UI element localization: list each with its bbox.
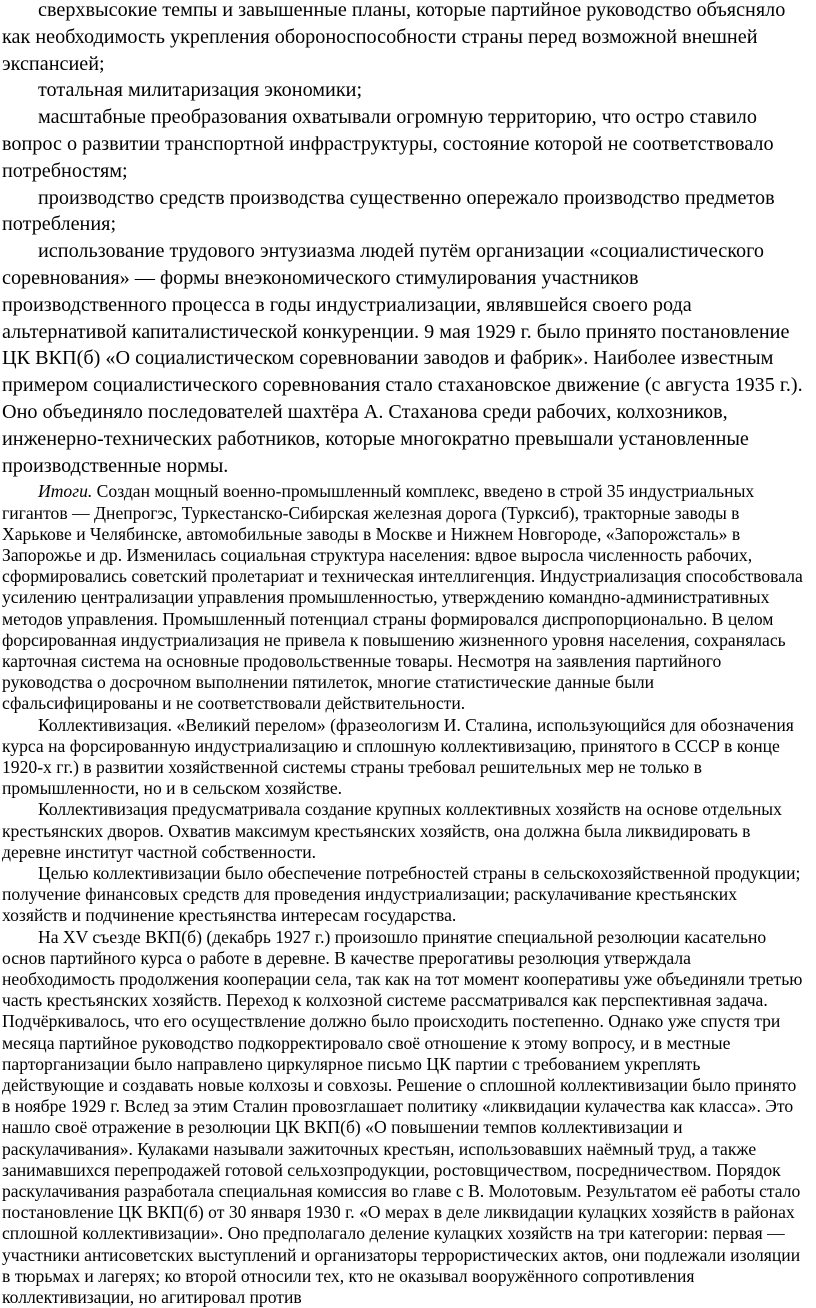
collectivization-section — [2, 481, 806, 1308]
paragraph: производство средств производства существенно опережало производство предметов потребления; — [2, 186, 775, 236]
paragraph: Коллективизация предусматривала создание крупных коллективных хозяйств на основе отдельных крестьянских дворов. Охватив максимум крестьянских хозяйств, она должна была ликвидировать в деревне институт частной собственности. — [2, 799, 782, 862]
paragraph: На XV съезде ВКП(б) (декабрь 1927 г.) произошло принятие специальной резолюции касательно основ партийного курса о работе в деревне. В качестве прерогативы резолюция утверждала необходимость продолжения кооперации села, так как на тот момент кооперативы уже объединяли третью часть крестьянских хозяйств. Переход к колхозной системе рассматривался как перспективная задача. Подчёркивалось, что его осуществление должно было происходить постепенно. Однако уже спустя три месяца партийное руководство подкорректировало своё отношение к этому вопросу, и в местные парторганизации было направлено циркулярное письмо ЦК партии с требованием укреплять действующие и создавать новые колхозы и совхозы. Решение о сплошной коллективизации было принято в ноябре 1929 г. Вслед за этим Сталин провозглашает политику «ликвидации кулачества как класса». Это нашло своё отражение в резолюции ЦК ВКП(б) «О повышении темпов коллективизации и раскулачивания». Кулаками называли зажиточных крестьян, использовавших наёмный труд, а также занимавшихся перепродажей готовой сельхозпродукции, ростовщичеством, посредничеством. Порядок раскулачивания разработала специальная комиссия во главе с В. Молотовым. Результатом её работы стало постановление ЦК ВКП(б) от 30 января 1930 г. «О мерах в деле ликвидации кулацких хозяйств в районах сплошной коллективизации». Оно предполагало деление кулацких хозяйств на три категории: первая — участники антисоветских выступлений и организаторы террористических актов, они подлежали изоляции в тюрьмах и лагерях; ко второй относили тех, кто не оказывал вооружённого сопротивления коллективизации, но агитировал против — [2, 926, 803, 1308]
results-heading: Итоги. — [38, 481, 93, 502]
paragraph: масштабные преобразования охватывали огромную территорию, что остро ставило вопрос о развитии транспортной инфраструктуры, состояние которой не соответствовало потребностям; — [2, 106, 774, 182]
paragraph: Коллективизация. «Великий перелом» (фразеологизм И. Сталина, использующийся для обозначения курса на форсированную индустриализацию и сплошную коллективизацию, принятого в СССР в конце 1920-х гг.) в развитии хозяйственной системы страны требовал решительных мер не только в промышленности, но и в сельском хозяйстве. — [2, 714, 794, 799]
results-paragraph — [2, 481, 806, 714]
paragraph: использование трудового энтузиазма людей путём организации «социалистического соревнования» — формы внеэкономического стимулирования участников производственного процесса в годы индустриализации, являвшейся своего рода альтернативой капиталистической конкуренции. 9 мая 1929 г. было принято постановление ЦК ВКП(б) «О социалистическом соревновании заводов и фабрик». Наиболее известным примером социалистического соревнования стало стахановское движение (с августа 1935 г.). Оно объединяло последователей шахтёра А. Стаханова среди рабочих, колхозников, инженерно-технических работников, которые многократно превышали установленные производственные нормы. — [2, 240, 803, 477]
results-text: Создан мощный военно-промышленный комплекс, введено в строй 35 индустриальных гигантов — Днепрогэс, Туркестанско-Сибирская железная дорога (Турксиб), тракторные заводы в Харькове и Челябинске, автомобильные заводы в Москве и Нижнем Новгороде, «Запорожсталь» в Запорожье и др. Изменилась социальная структура населения: вдвое выросла численность рабочих, сформировались советский пролетариат и техническая интеллигенция. Индустриализация способствовала усилению централизации управления промышленностью, утверждению командно-административных методов управления. Промышленный потенциал страны формировался диспропорционально. В целом форсированная индустриализация не привела к повышению жизненного уровня населения, сохранялась карточная система на основные продовольственные товары. Несмотря на заявления партийного руководства о досрочном выполнении пятилеток, многие статистические данные были сфальсифицированы и не соответствовали действительности. — [2, 481, 803, 714]
paragraph: тотальная милитаризация экономики; — [38, 79, 363, 102]
paragraph: Целью коллективизации было обеспечение потребностей страны в сельскохозяйственной продукции; получение финансовых средств для проведения индустриализации; раскулачивание крестьянских хозяйств и подчинение крестьянства интересам государства. — [2, 863, 801, 926]
paragraph: сверхвысокие темпы и завышенные планы, которые партийное руководство объясняло как необходимость укрепления обороноспособности страны перед возможной внешней экспансией; — [2, 0, 786, 75]
industrialization-features-list — [2, 0, 806, 479]
